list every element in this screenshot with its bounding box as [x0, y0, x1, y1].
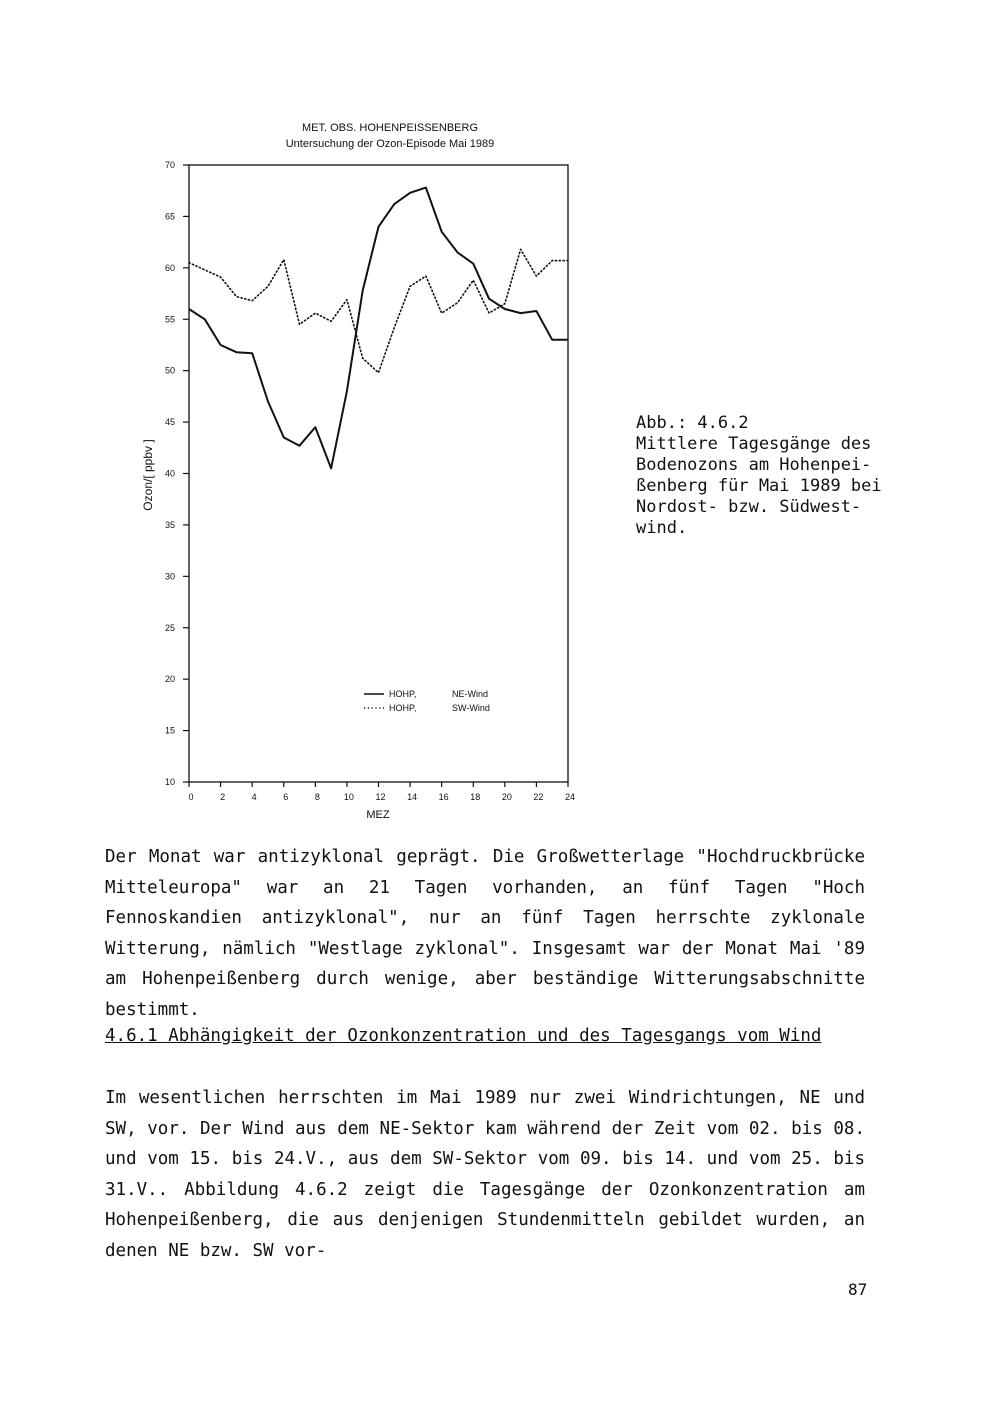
legend-label-sw: HOHP, [389, 703, 417, 713]
y-tick-label: 25 [164, 622, 175, 633]
y-axis-label: Ozon/[ ppbv ] [141, 439, 155, 511]
page-number: 87 [848, 1280, 868, 1299]
y-tick-label: 10 [164, 777, 175, 787]
x-tick-label: 8 [314, 792, 320, 802]
legend-wind-sw: SW-Wind [452, 703, 490, 713]
y-tick-label: 45 [164, 417, 175, 428]
caption-line: Abb.: 4.6.2 [636, 413, 749, 433]
caption-line: wind. [636, 518, 688, 538]
paragraph-weather-situation: Der Monat war antizyklonal geprägt. Die Großwetterlage "Hochdruckbrücke Mitteleuropa" war an 21 Tagen vorhanden, an fünf Tagen "Hoch Fennoskandien antizyklonal", nur an fünf Tagen herrschte zyklonale Witterung, nämlich "Westlage zyklonal". Insgesamt war der Monat Mai '89 am Hohenpeißenberg durch wenige, aber beständige Witterungsabschnitte bestimmt. [105, 847, 865, 1020]
chart-subtitle: Untersuchung der Ozon-Episode Mai 1989 [285, 138, 495, 150]
legend-wind-ne: NE-Wind [452, 689, 489, 699]
y-tick-label: 60 [164, 262, 175, 273]
x-tick-label: 16 [438, 792, 449, 802]
x-tick-label: 24 [564, 792, 576, 802]
x-tick-label: 22 [533, 792, 544, 802]
y-tick-label: 50 [164, 365, 175, 376]
x-tick-label: 14 [407, 792, 418, 802]
y-tick-label: 20 [164, 674, 175, 685]
y-tick-label: 15 [164, 725, 175, 736]
legend [364, 689, 490, 713]
chart-title: MET. OBS. HOHENPEISSENBERG [301, 122, 479, 134]
x-tick-label: 18 [470, 792, 481, 802]
x-tick-label: 6 [283, 792, 289, 802]
section-heading: 4.6.1 Abhängigkeit der Ozonkonzentration und des Tagesgangs vom Wind [105, 1026, 822, 1046]
x-tick-label: 12 [375, 792, 386, 802]
y-tick-label: 35 [164, 519, 175, 530]
y-tick-label: 30 [164, 571, 175, 582]
y-tick-label: 55 [164, 314, 175, 325]
y-tick-label: 40 [164, 468, 175, 479]
x-axis [188, 782, 575, 802]
series-lines [189, 188, 568, 469]
x-axis-label: MEZ [366, 809, 390, 821]
x-tick-label: 4 [251, 792, 257, 802]
caption-line: ßenberg für Mai 1989 bei [636, 476, 882, 496]
x-tick-label: 0 [188, 792, 194, 802]
caption-line: Nordost- bzw. Südwest- [636, 497, 862, 517]
x-tick-label: 2 [220, 792, 226, 802]
x-tick-label: 20 [501, 792, 512, 802]
caption-line: Bodenozons am Hohenpei- [636, 455, 872, 475]
figure-caption [636, 413, 896, 539]
y-tick-label: 65 [164, 211, 175, 222]
x-tick-label: 10 [343, 792, 354, 802]
caption-line: Mittlere Tagesgänge des [636, 434, 872, 454]
paragraph-wind-directions: Im wesentlichen herrschten im Mai 1989 nur zwei Windrichtungen, NE und SW, vor. Der Wind aus dem NE-Sektor kam während der Zeit vom 02. bis 08. und vom 15. bis 24.V., aus dem SW-Sektor vom 09. bis 14. und vom 25. bis 31.V.. Abbildung 4.6.2 zeigt die Tagesgänge der Ozonkonzentration am Hohenpeißenberg, die aus denjenigen Stundenmitteln gebildet wurden, an denen NE bzw. SW vor- [105, 1088, 865, 1261]
legend-label-ne: HOHP, [389, 689, 417, 699]
y-tick-label: 70 [164, 160, 175, 170]
series-line-ne-wind [189, 188, 568, 469]
y-axis [165, 160, 189, 787]
plot-frame [189, 165, 568, 782]
